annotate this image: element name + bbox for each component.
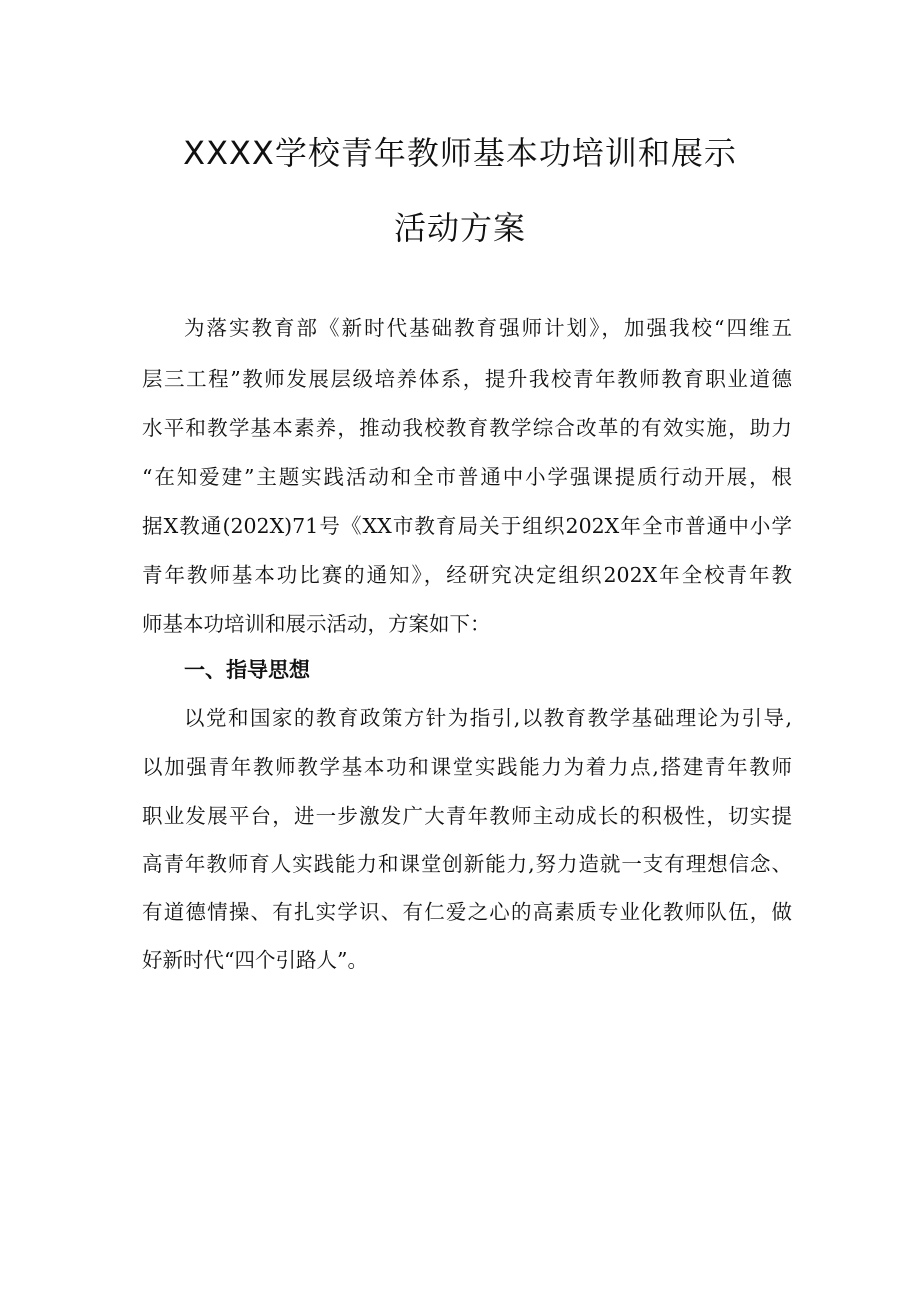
section-1-line-5: 有道德情操、有扎实学识、有仁爱之心的高素质专业化教师队伍，做 — [142, 900, 792, 924]
intro-line-1: 为落实教育部《新时代基础教育强师计划》，加强我校“四维五 — [184, 316, 792, 340]
intro-line-4: “在知爱建”主题实践活动和全市普通中小学强课提质行动开展，根 — [142, 465, 792, 489]
section-1-line-1: 以党和国家的教育政策方针为指引,以教育教学基础理论为引导, — [184, 706, 792, 730]
section-1-heading: 一、指导思想 — [184, 658, 310, 682]
intro-line-3: 水平和教学基本素养，推动我校教育教学综合改革的有效实施，助力 — [142, 416, 792, 440]
intro-line-2: 层三工程”教师发展层级培养体系，提升我校青年教师教育职业道德 — [142, 367, 792, 391]
document-title-line-1: XXXX学校青年教师基本功培训和展示 — [183, 134, 737, 172]
intro-line-7: 师基本功培训和展示活动，方案如下： — [142, 612, 491, 636]
section-1-line-4: 高青年教师育人实践能力和课堂创新能力,努力造就一支有理想信念、 — [142, 852, 792, 876]
section-1-line-3: 职业发展平台，进一步激发广大青年教师主动成长的积极性，切实提 — [142, 804, 792, 828]
section-1-line-2: 以加强青年教师教学基本功和课堂实践能力为着力点,搭建青年教师 — [142, 755, 792, 779]
intro-line-5: 据X教通(202X)71号《XX市教育局关于组织202X年全市普通中小学 — [142, 514, 792, 538]
intro-line-6: 青年教师基本功比赛的通知》，经研究决定组织202X年全校青年教 — [142, 563, 792, 587]
document-title-line-2: 活动方案 — [393, 209, 526, 247]
section-1-line-6: 好新时代“四个引路人”。 — [142, 948, 368, 972]
